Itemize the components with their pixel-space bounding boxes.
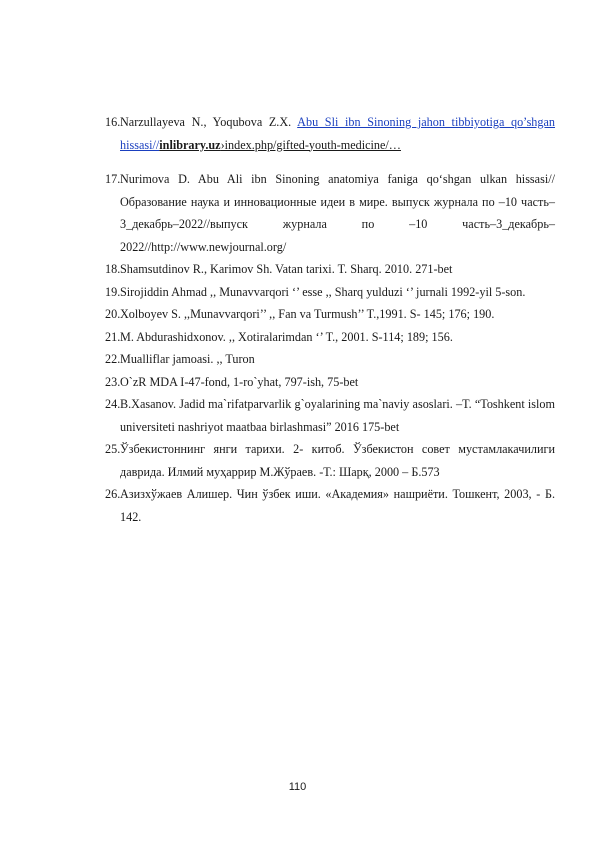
reference-number: 24. xyxy=(105,397,121,411)
reference-number: 22. xyxy=(105,352,121,366)
reference-text: O`zR MDA I-47-fond, 1-ro`yhat, 797-ish, 75-bet xyxy=(120,374,359,389)
reference-link-site[interactable]: inlibrary.uz xyxy=(159,137,221,152)
reference-text: Mualliflar jamoasi. ,, Turon xyxy=(120,352,255,366)
reference-number: 19. xyxy=(105,284,121,299)
page-number: 110 xyxy=(288,781,307,793)
reference-link-title[interactable]: Abu Sli ibn Sinoning jahon tibbiyotiga qo’shgan hissasi// xyxy=(120,115,556,152)
reference-text: Nurimova D. Abu Ali ibn Sinoning anatomiya faniga qo‘shgan ulkan hissasi//Образование наука и инновационные идеи в мире. выпуск журнала по –10 часть–3_декабрь–2022//выпуск журнала по –10 часть–3_декабрь–2022//http://www.newjournal.org/ xyxy=(120,172,555,254)
reference-item-24 xyxy=(105,393,555,438)
reference-text: Ўзбекистоннинг янги тарихи. 2- китоб. Ўзбекистон совет мустамлакачилиги даврида. Илмий муҳаррир М.Жўраев. -Т.: Шарқ, 2000 – Б.573 xyxy=(120,442,555,479)
reference-item-23 xyxy=(105,371,555,394)
reference-number: 21. xyxy=(105,329,121,344)
reference-item-21 xyxy=(105,326,555,349)
reference-item-18 xyxy=(105,258,555,281)
reference-link-path[interactable]: ›index.php/gifted-youth-medicine/… xyxy=(220,137,401,152)
reference-number: 26. xyxy=(105,487,121,501)
reference-text: Азизхўжаев Алишер. Чин ўзбек иши. «Академия» нашриёти. Тошкент, 2003, - Б. 142. xyxy=(120,487,555,524)
reference-text: Xolboyev S. ,,Munavvarqori’’ ,, Fan va Turmush’’ T.,1991. S- 145; 176; 190. xyxy=(120,307,495,321)
reference-text: Sirojiddin Ahmad ,, Munavvarqori ‘’ esse ,, Sharq yulduzi ‘’ jurnali 1992-yil 5-son. xyxy=(120,284,526,299)
reference-item-16 xyxy=(105,111,555,156)
reference-number: 23. xyxy=(105,374,121,389)
reference-item-19 xyxy=(105,281,555,304)
reference-text xyxy=(120,111,555,156)
reference-item-20 xyxy=(105,303,555,326)
reference-number: 18. xyxy=(105,262,121,276)
reference-text: M. Abdurashidxonov. ,, Xotiralarimdan ‘’ T., 2001. S-114; 189; 156. xyxy=(120,329,453,344)
reference-item-17 xyxy=(105,168,555,258)
reference-item-22 xyxy=(105,348,555,371)
reference-number: 20. xyxy=(105,307,121,321)
reference-item-25 xyxy=(105,438,555,483)
reference-item-26 xyxy=(105,483,555,528)
reference-text: B.Xasanov. Jadid ma`rifatparvarlik g`oyalarining ma`naviy asoslari. –T. “Toshkent islom universiteti nashriyot maatbaa birlashmasi” 2016 175-bet xyxy=(120,397,555,434)
reference-authors: Narzullayeva N., Yoqubova Z.X. xyxy=(120,115,298,129)
reference-number: 16. xyxy=(105,115,121,129)
reference-list xyxy=(105,111,555,528)
reference-number: 25. xyxy=(105,442,121,456)
reference-number: 17. xyxy=(105,172,121,186)
reference-text: Shamsutdinov R., Karimov Sh. Vatan tarixi. T. Sharq. 2010. 271-bet xyxy=(120,262,453,276)
